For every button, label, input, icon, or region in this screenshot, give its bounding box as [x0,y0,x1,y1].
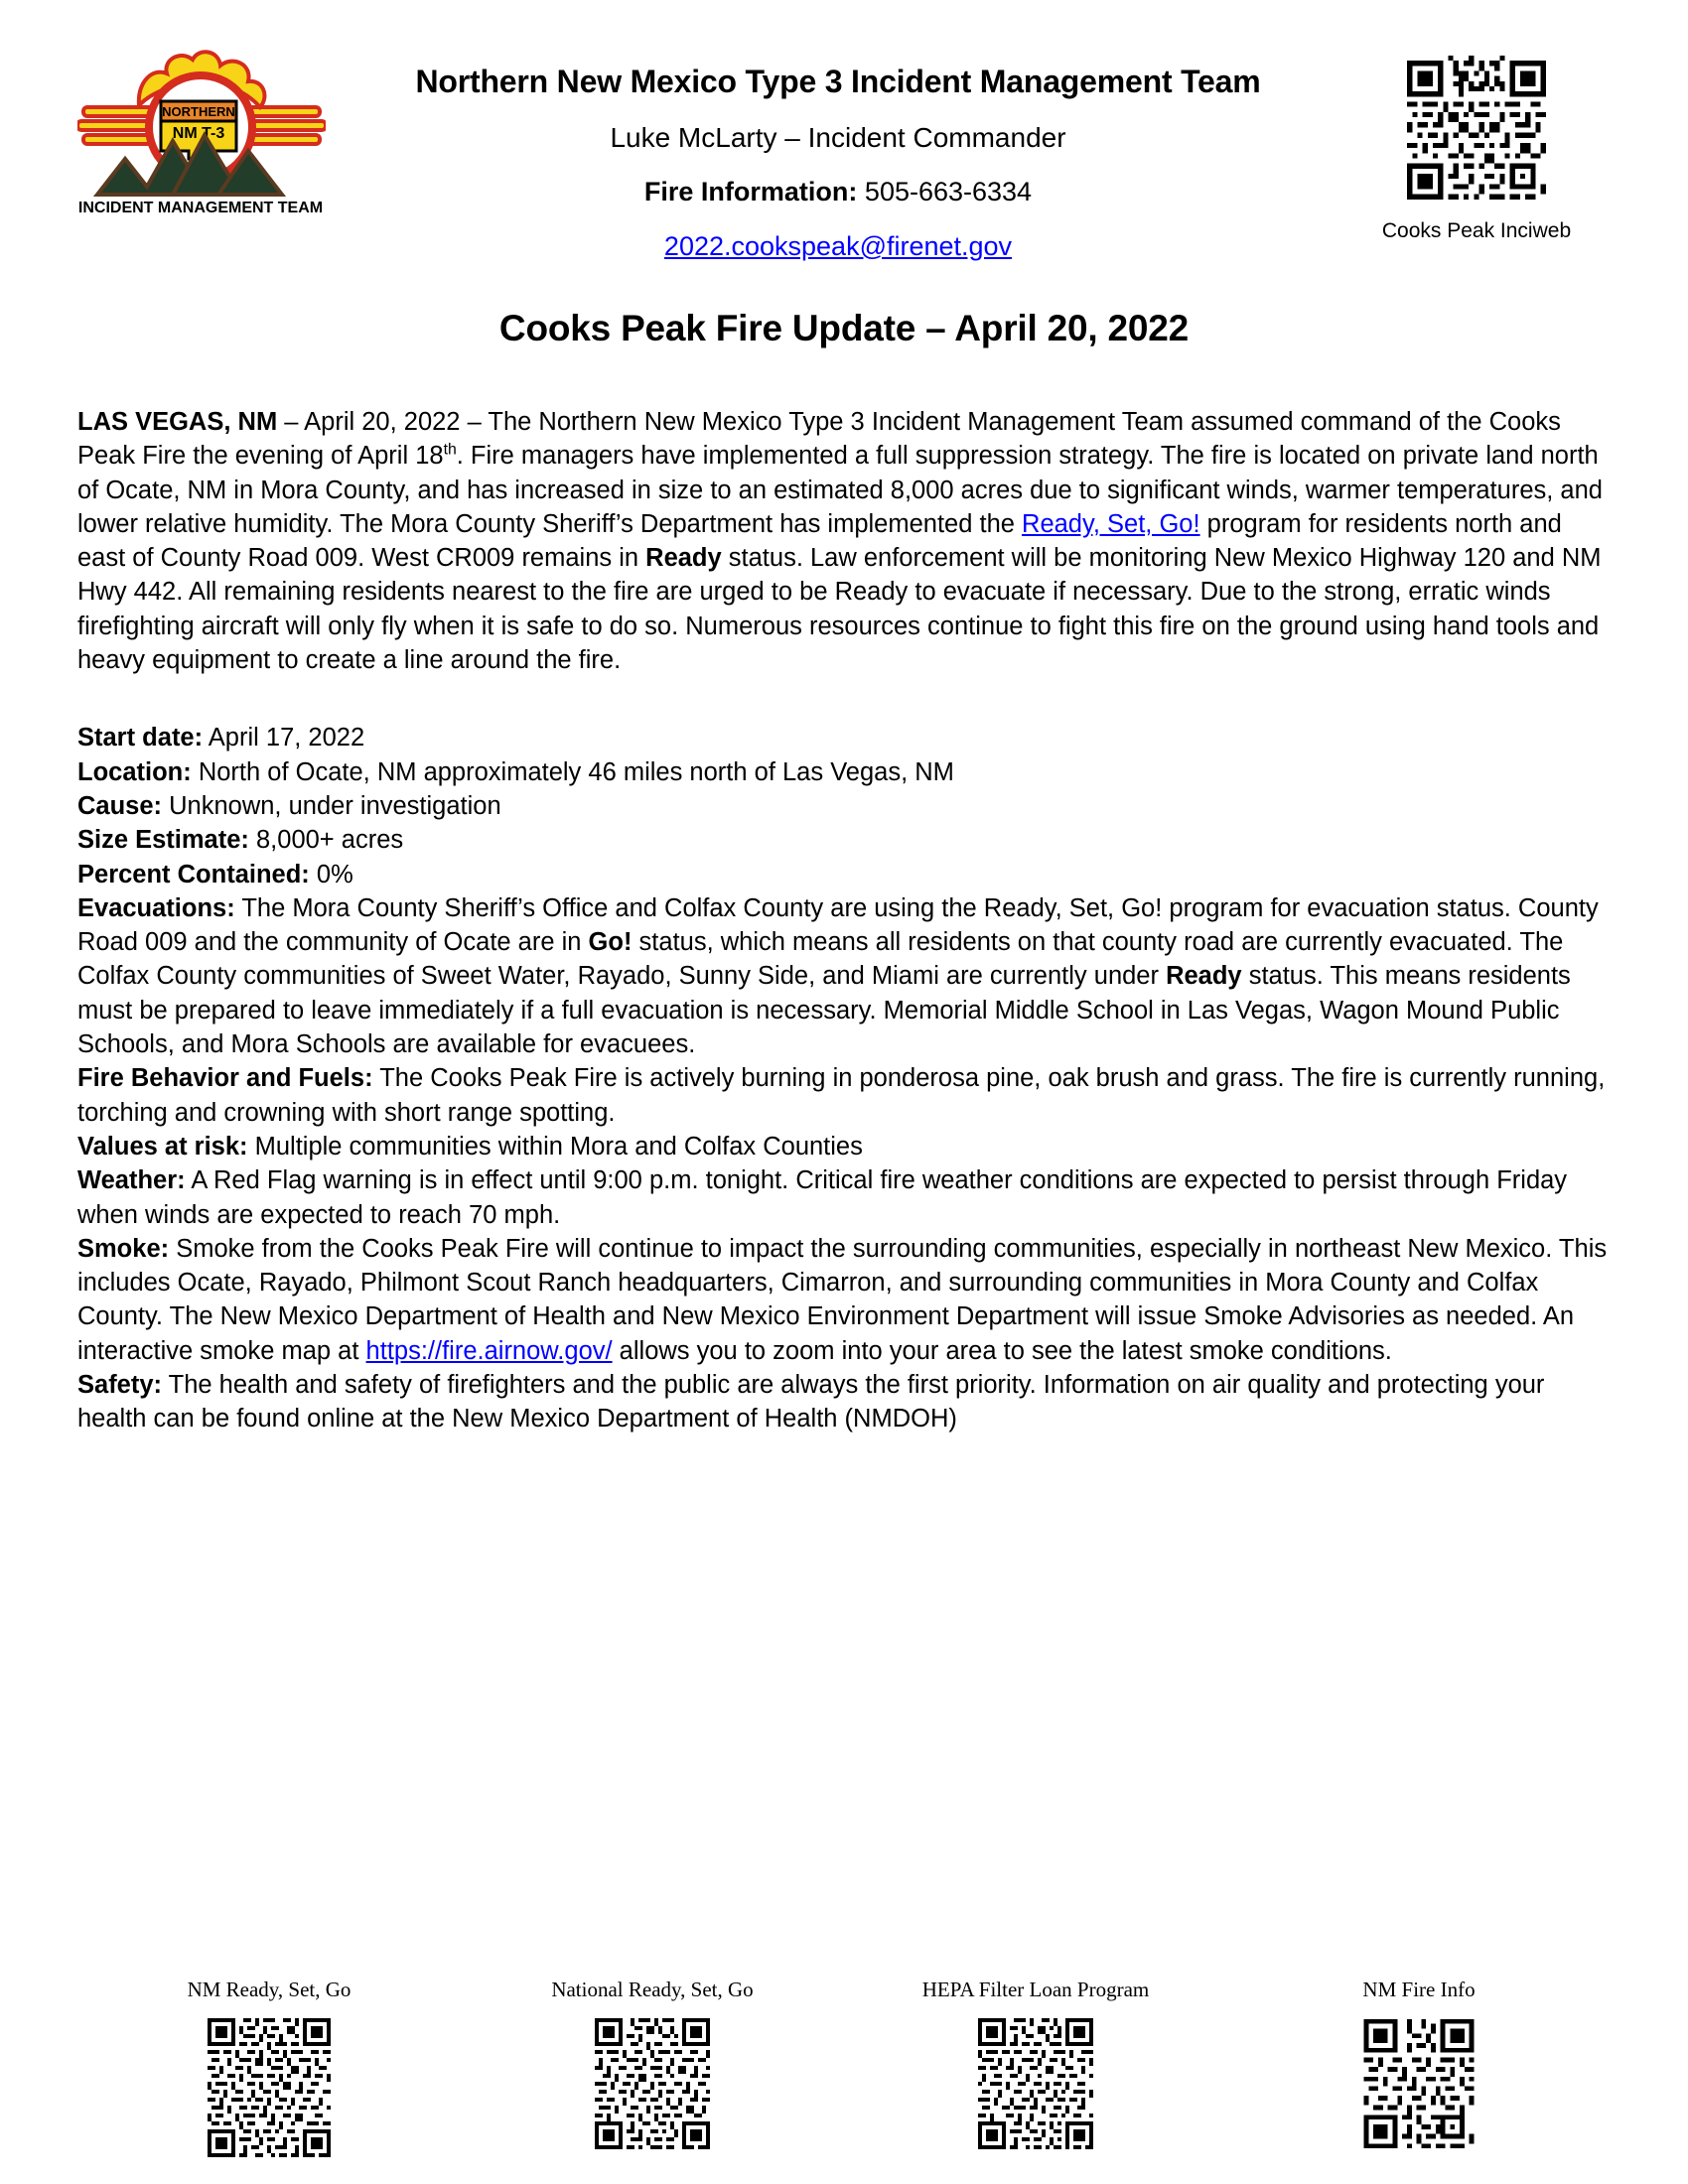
ready-set-go-link[interactable]: Ready, Set, Go! [1022,509,1200,538]
fire-behavior-text: The Cooks Peak Fire is actively burning in ponderosa pine, oak brush and grass. The fire is currently running, torching and crowning with short range spotting. [77,1064,1606,1127]
evacuations-text-b: status, which means all residents on that county road are currently evacuated. The Colfax County communities of Sweet Water, Rayado, Sunny Side, and Miami are currently under [77,928,1564,991]
inciweb-qr-caption: Cooks Peak Inciweb [1381,219,1572,242]
lead-text-a: – April 20, 2022 – The Northern New Mexico Type 3 Incident Management Team assumed command of the Cooks Peak Fire the evening of April 18 [77,408,1561,471]
hepa-filter-loan-program-qr-code-icon[interactable] [974,2014,1097,2153]
fact-location [77,755,1611,789]
fire-information-phone: 505-663-6334 [864,177,1033,207]
fact-contained-value: 0% [309,860,353,888]
footer-qr-cell [1227,1978,1611,2166]
logo-badge-top-text: NORTHERN [162,104,235,119]
safety-text: The health and safety of firefighters and the public are always the first priority. Information on air quality and protecting your health can be found online at the New Mexico Department of Health (NMDOH) [77,1371,1545,1433]
fact-location-value: North of Ocate, NM approximately 46 miles north of Las Vegas, NM [191,757,954,786]
email-line [334,230,1342,262]
fact-start-date [77,721,1611,754]
section-smoke [77,1232,1611,1368]
values-at-risk-text: Multiple communities within Mora and Colfax Counties [247,1132,863,1160]
smoke-label: Smoke: [77,1234,170,1263]
footer-qr-caption: National Ready, Set, Go [551,1978,754,2001]
fact-size-label: Size Estimate: [77,826,249,855]
fire-information-line [334,176,1342,207]
fact-size-estimate [77,823,1611,857]
dateline: LAS VEGAS, NM [77,408,278,436]
nm-ready-set-go-qr-code-icon[interactable] [204,2014,335,2161]
evacuations-bold-go: Go! [588,928,633,957]
nm-fire-info-qr-code-icon[interactable] [1357,2014,1480,2153]
document-header [77,0,1611,261]
lead-paragraph [77,405,1611,677]
lead-text-d: status. Law enforcement will be monitoring New Mexico Highway 120 and NM Hwy 442. All remaining residents nearest to the fire are urged to be Ready to evacuate if necessary. Due to the strong, erratic winds firefighting aircraft will only fly when it is safe to do so. Numerous resources continue to fight this fire on the ground using hand tools and heavy equipment to create a line around the fire. [77,544,1602,675]
imt-logo [77,42,334,216]
document-body [77,405,1611,1436]
airnow-link[interactable]: https://fire.airnow.gov/ [365,1336,613,1365]
fire-behavior-label: Fire Behavior and Fuels: [77,1064,373,1093]
fact-cause-value: Unknown, under investigation [162,791,501,820]
organization-title: Northern New Mexico Type 3 Incident Management Team [415,64,1261,99]
fact-cause-label: Cause: [77,791,163,820]
evacuations-text-a: The Mora County Sheriff’s Office and Colfax County are using the Ready, Set, Go! program for evacuation status. County Road 009 and the community of Ocate are in [77,893,1599,957]
evacuations-label: Evacuations: [77,893,235,922]
date-ordinal-suffix: th [443,441,457,459]
lead-bold-ready: Ready [645,544,722,573]
fact-start-date-value: April 17, 2022 [203,724,365,752]
fact-location-label: Location: [77,757,192,786]
header-qr-block [1342,42,1611,243]
evacuations-text-c: status. This means residents must be prepared to leave immediately if a full evacuation is necessary. Memorial Middle School in Las Vegas, Wagon Mound Public Schools, and Mora Schools are available for evacuees. [77,962,1571,1059]
fact-contained-label: Percent Contained: [77,860,310,888]
fact-size-value: 8,000+ acres [248,826,404,855]
fact-start-date-label: Start date: [77,724,204,752]
paragraph-spacer [77,677,1611,721]
weather-label: Weather: [77,1166,186,1195]
weather-text: A Red Flag warning is in effect until 9:00 p.m. tonight. Critical fire weather conditions are expected to persist through Friday when winds are expected to reach 70 mph. [77,1166,1568,1229]
lead-text-c: program for residents north and east of County Road 009. West CR009 remains in [77,509,1562,573]
incident-commander-line: Luke McLarty – Incident Commander [610,121,1066,153]
section-fire-behavior [77,1061,1611,1130]
footer-qr-row [77,1978,1611,2166]
smoke-text-b: allows you to zoom into your area to see the latest smoke conditions. [612,1336,1392,1365]
safety-label: Safety: [77,1371,163,1400]
evacuations-bold-ready: Ready [1166,962,1242,991]
footer-qr-cell [844,1978,1227,2166]
inciweb-qr-code-icon[interactable] [1402,56,1551,205]
logo-badge-bottom-text: NM T-3 [172,125,225,142]
lead-text-b: . Fire managers have implemented a full suppression strategy. The fire is located on private land north of Ocate, NM in Mora County, and has increased in size to an estimated 8,000 acres due to significant winds, warmer temperatures, and lower relative humidity. The Mora County Sheriff’s Department has implemented the [77,442,1603,538]
header-center [334,42,1342,262]
national-ready-set-go-qr-code-icon[interactable] [591,2014,714,2153]
values-at-risk-label: Values at risk: [77,1132,248,1160]
footer-qr-cell [77,1978,461,2166]
footer-qr-caption: NM Ready, Set, Go [187,1978,352,2001]
section-weather [77,1163,1611,1232]
footer-qr-caption: NM Fire Info [1362,1978,1476,2001]
email-link[interactable]: 2022.cookspeak@firenet.gov [663,230,1013,261]
fire-information-label: Fire Information: [643,177,858,207]
footer-qr-caption: HEPA Filter Loan Program [921,1978,1150,2001]
section-evacuations [77,891,1611,1061]
footer-qr-cell [461,1978,844,2166]
section-values-at-risk [77,1130,1611,1163]
section-safety [77,1368,1611,1436]
fact-cause [77,789,1611,823]
fact-percent-contained [77,858,1611,891]
imt-logo-graphic [77,48,326,216]
logo-bottom-text: INCIDENT MANAGEMENT TEAM [77,200,324,216]
page-title: Cooks Peak Fire Update – April 20, 2022 [498,308,1190,348]
smoke-text-a: Smoke from the Cooks Peak Fire will continue to impact the surrounding communities, especially in northeast New Mexico. This includes Ocate, Rayado, Philmont Scout Ranch headquarters, Cimarron, and surrounding communities in Mora County and Colfax County. The New Mexico Department of Health and New Mexico Environment Department will issue Smoke Advisories as needed. An interactive smoke map at [77,1234,1608,1365]
